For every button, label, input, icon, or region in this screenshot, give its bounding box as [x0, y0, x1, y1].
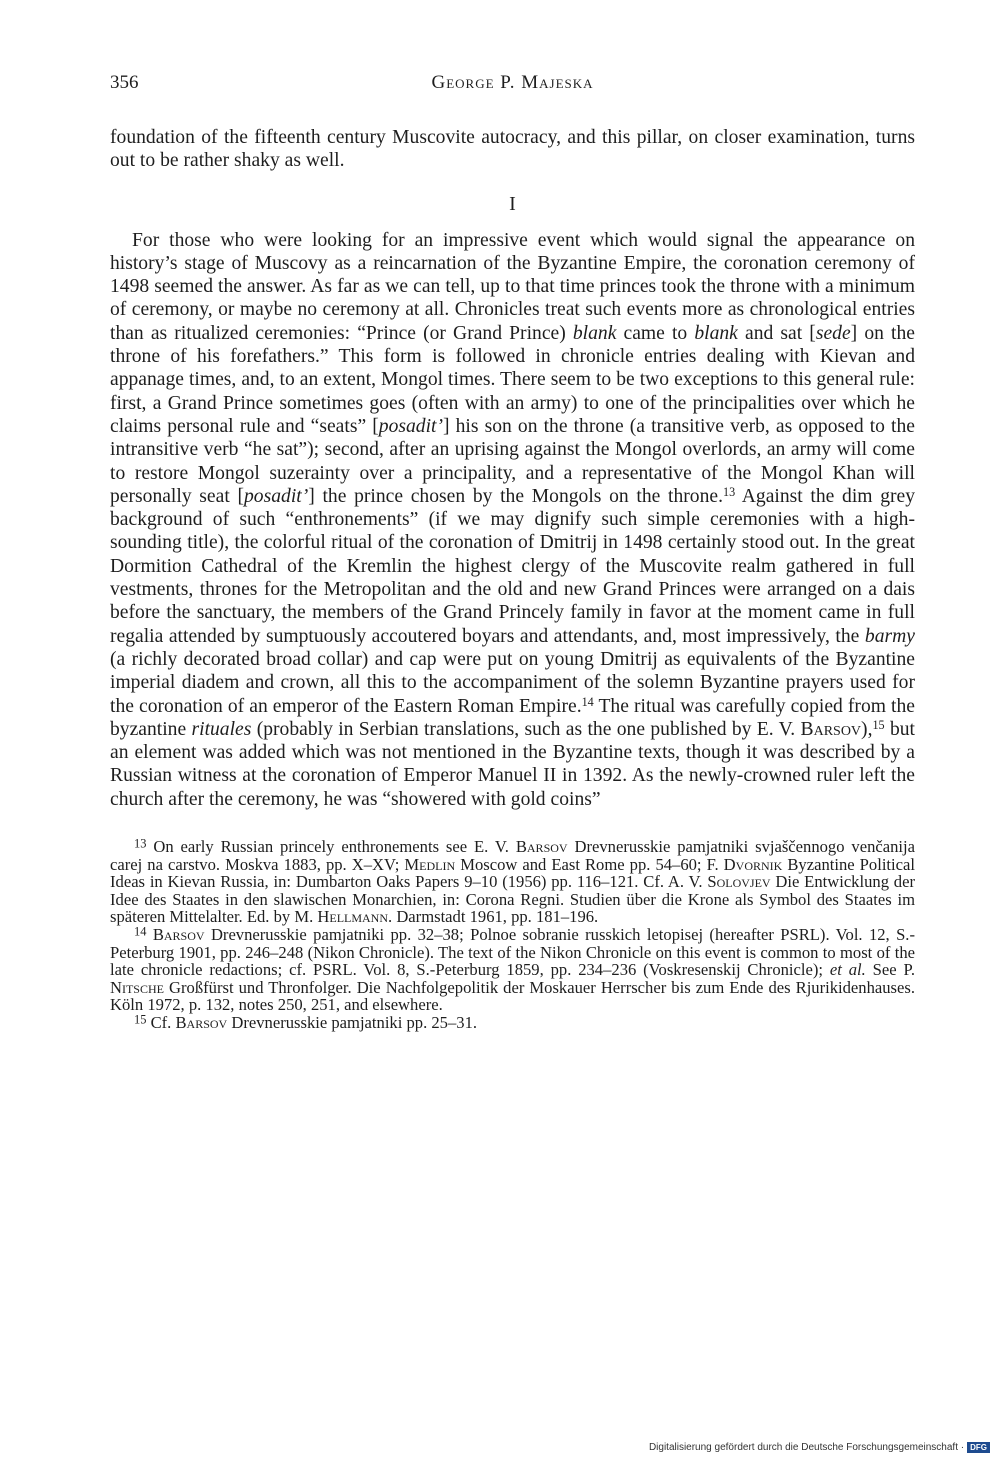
- footnote-13: $^{13}$ On early Russian princely enthronements see E. V. Barsov Drevnerusskie pamjatniki svjaščennogo venčanija carej na carstvo. Moskva 1883, pp. X–XV; Medlin Moscow and East Rome pp. 54–60; F. Dvornik Byzantine Political Ideas in Kievan Russia, in: Dumbarton Oaks Papers 9–10 (1956) pp. 116–121. Cf. A. V. Solovjev Die Entwicklung der Idee des Staates in den slawischen Monarchien, in: Corona Regni. Studien über die Krone als Symbol des Staates im späteren Mittelalter. Ed. by M. Hellmann. Darmstadt 1961, pp. 181–196.: [110, 836, 915, 927]
- running-head: [110, 72, 915, 102]
- footnote-14: $^{14}$ Barsov Drevnerusskie pamjatniki pp. 32–38; Polnoe sobranie russkich letopisej (hereafter PSRL). Vol. 12, S.-Peterburg 1901, pp. 246–248 (Nikon Chronicle). The text of the Nikon Chronicle on this event is common to most of the late chronicle redactions; cf. PSRL. Vol. 8, S.-Peterburg 1859, pp. 234–236 (Voskresenskij Chronicle); et al. See P. Nitsche Großfürst und Thronfolger. Die Nachfolgepolitik der Moskauer Herrscher bis zum Ende des Rjurikidenhauses. Köln 1972, p. 132, notes 250, 251, and elsewhere.: [110, 924, 916, 1015]
- dfg-logo: DFG: [967, 1442, 990, 1453]
- credit-text: Digitalisierung gefördert durch die Deutsche Forschungsgemeinschaft ·: [648, 1442, 965, 1453]
- page: [110, 72, 915, 1032]
- footnote-ref-13: 13: [723, 484, 736, 499]
- body-text: [110, 126, 915, 811]
- footnotes: [110, 838, 915, 1032]
- page-number: 356: [110, 72, 139, 93]
- digitization-credit: [649, 1442, 990, 1453]
- footnote-ref-14: 14: [581, 694, 594, 709]
- footnote-ref-15: 15: [872, 717, 885, 732]
- running-head-author: George P. Majeska: [431, 72, 594, 93]
- section-number: I: [509, 192, 516, 215]
- footnote-15: $^{15}$ Cf. Barsov Drevnerusskie pamjatniki pp. 25–31.: [134, 1012, 478, 1032]
- continued-paragraph: foundation of the fifteenth century Muscovite autocracy, and this pillar, on closer examination, turns out to be rather shaky as well.: [110, 127, 915, 172]
- paragraph: For those who were looking for an impressive event which would signal the appearance on history’s stage of Muscovy as a reincarnation of the Byzantine Empire, the coronation ceremony of 1498 seemed the answer. As far as we can tell, up to that time princes took the throne with a minimum of ceremony, or maybe no ceremony at all. Chronicles treat such events more as chronological entries than as ritualized ceremonies: “Prince (or Grand Prince) blank came to blank and sat [sede] on the throne of his forefathers.” This form is followed in chronicle entries dealing with Kievan and appanage times, and, to an extent, Mongol times. There seem to be two exceptions to this general rule: first, a Grand Prince sometimes goes (often with an army) to one of the principalities over which he claims personal rule and “seats” [posadit’] his son on the throne (a transitive verb, as opposed to the intransitive verb “he sat”); second, after an uprising against the Mongol overlords, an army will come to restore Mongol suzerainty over a principality, and a representative of the Mongol Khan will personally seat [posadit’] the prince chosen by the Mongols on the throne.$^{13}$ Against the dim grey background of such “enthronements” (if we may dignify such simple ceremonies with a high-sounding title), the colorful ritual of the coronation of Dmitrij in 1498 certainly stood out. In the great Dormition Cathedral of the Kremlin the highest clergy of the Muscovite realm gathered in full vestments, thrones for the Metropolitan and the old and new Grand Princes were arranged on a dais before the sanctuary, the members of the Grand Princely family in favor at the moment came in full regalia attended by sumptuously accoutered boyars and attendants, and, most impressively, the barmy (a richly decorated broad collar) and cap were put on young Dmitrij as equivalents of the Byzantine imperial diadem and crown, all this to the accompaniment of the solemn Byzantine prayers used for the coronation of an emperor of the Eastern Roman Empire.$^{14}$ The ritual was carefully copied from the byzantine rituales (probably in Serbian translations, such as the one published by E. V. Barsov),$^{15}$ but an element was added which was not mentioned in the Byzantine texts, though it was described by a Russian witness at the coronation of Emperor Manuel II in 1392. As the newly-crowned ruler left the church after the ceremony, he was “showered with gold coins”: [110, 229, 916, 810]
